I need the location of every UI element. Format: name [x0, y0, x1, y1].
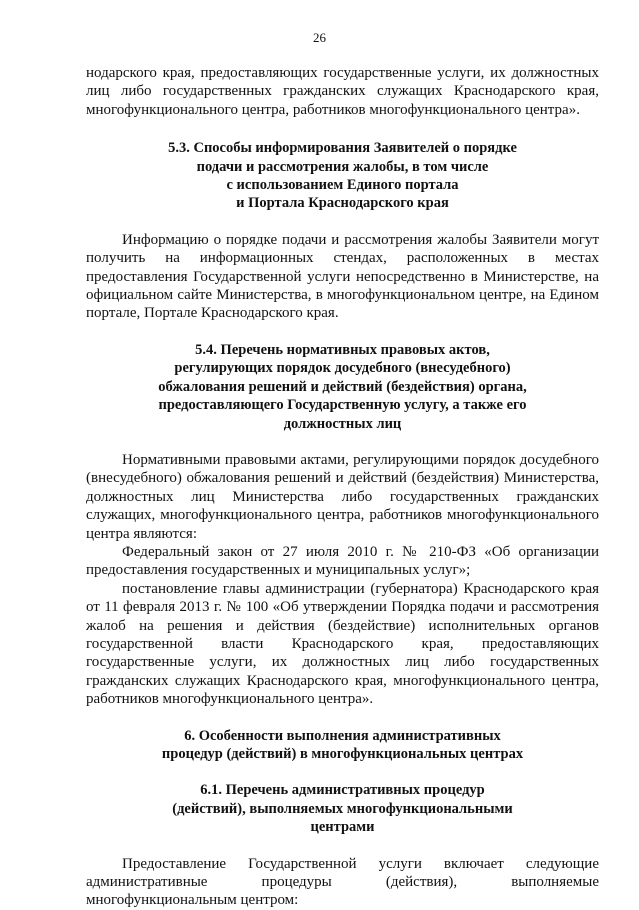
document-content [86, 64, 599, 910]
heading-line: (действий), выполняемых многофункциональными [172, 800, 513, 817]
heading-line: процедур (действий) в многофункциональных центрах [161, 746, 524, 762]
heading-line: 5.3. Способы информирования Заявителей о порядке [168, 140, 517, 157]
heading-line: подачи и рассмотрения жалобы, в том числе [196, 158, 489, 175]
section-5-4-body-2: Федеральный закон от 27 июля 2010 г. № 210-ФЗ «Об организации предоставления государственных и муниципальных услуг»; [86, 543, 599, 579]
page-number: 26 [313, 30, 326, 45]
heading-line: 5.4. Перечень нормативных правовых актов, [195, 341, 490, 358]
heading-line: 6. Особенности выполнения административных [184, 727, 501, 744]
section-5-3-body: Информацию о порядке подачи и рассмотрения жалобы Заявители могут получить на информационных стендах, расположенных в местах предоставления Государственной услуги непосредственно в Министерстве, на официальном сайте Министерства, в многофункциональном центре, на Едином портале, Портале Краснодарского края. [86, 231, 599, 322]
section-5-4-body-1: Нормативными правовыми актами, регулирующими порядок досудебного (внесудебного) обжалования решений и действий (бездействия) Министерства, должностных лиц Министерства либо государственных гражданских служащих, многофункционального центра, работников многофункционального центра являются: [86, 451, 599, 542]
section-5-4-heading [86, 341, 599, 433]
heading-line: 6.1. Перечень административных процедур [200, 782, 485, 799]
heading-line: центрами [310, 819, 375, 836]
heading-line: должностных лиц [283, 415, 402, 432]
section-5-4-body-3: постановление главы администрации (губернатора) Краснодарского края от 11 февраля 2013 г. № 100 «Об утверждении Порядка подачи и рассмотрения жалоб на решения и действия (бездействие) исполнительных органов государственной власти Краснодарского края, предоставляющих государственные услуги, их должностных лиц либо государственных гражданских служащих Краснодарского края, многофункционального центра, работников многофункционального центра». [86, 580, 599, 708]
heading-line: регулирующих порядок досудебного (внесудебного) [174, 360, 511, 377]
section-5-3-heading [86, 139, 599, 213]
heading-line: предоставляющего Государственную услугу, а также его [158, 397, 527, 414]
section-6-heading [86, 727, 599, 764]
heading-line: с использованием Единого портала [226, 177, 459, 194]
section-6-1-body: Предоставление Государственной услуги включает следующие административные процедуры (действия), выполняемые многофункциональным центром: [86, 855, 599, 909]
heading-line: и Портала Краснодарского края [236, 195, 449, 212]
continued-paragraph: нодарского края, предоставляющих государственные услуги, их должностных лиц либо государственных гражданских служащих Краснодарского края, многофункционального центра, работников многофункционального центра». [86, 65, 599, 118]
heading-line: обжалования решений и действий (бездействия) органа, [158, 378, 527, 395]
section-6-1-heading [86, 781, 599, 836]
